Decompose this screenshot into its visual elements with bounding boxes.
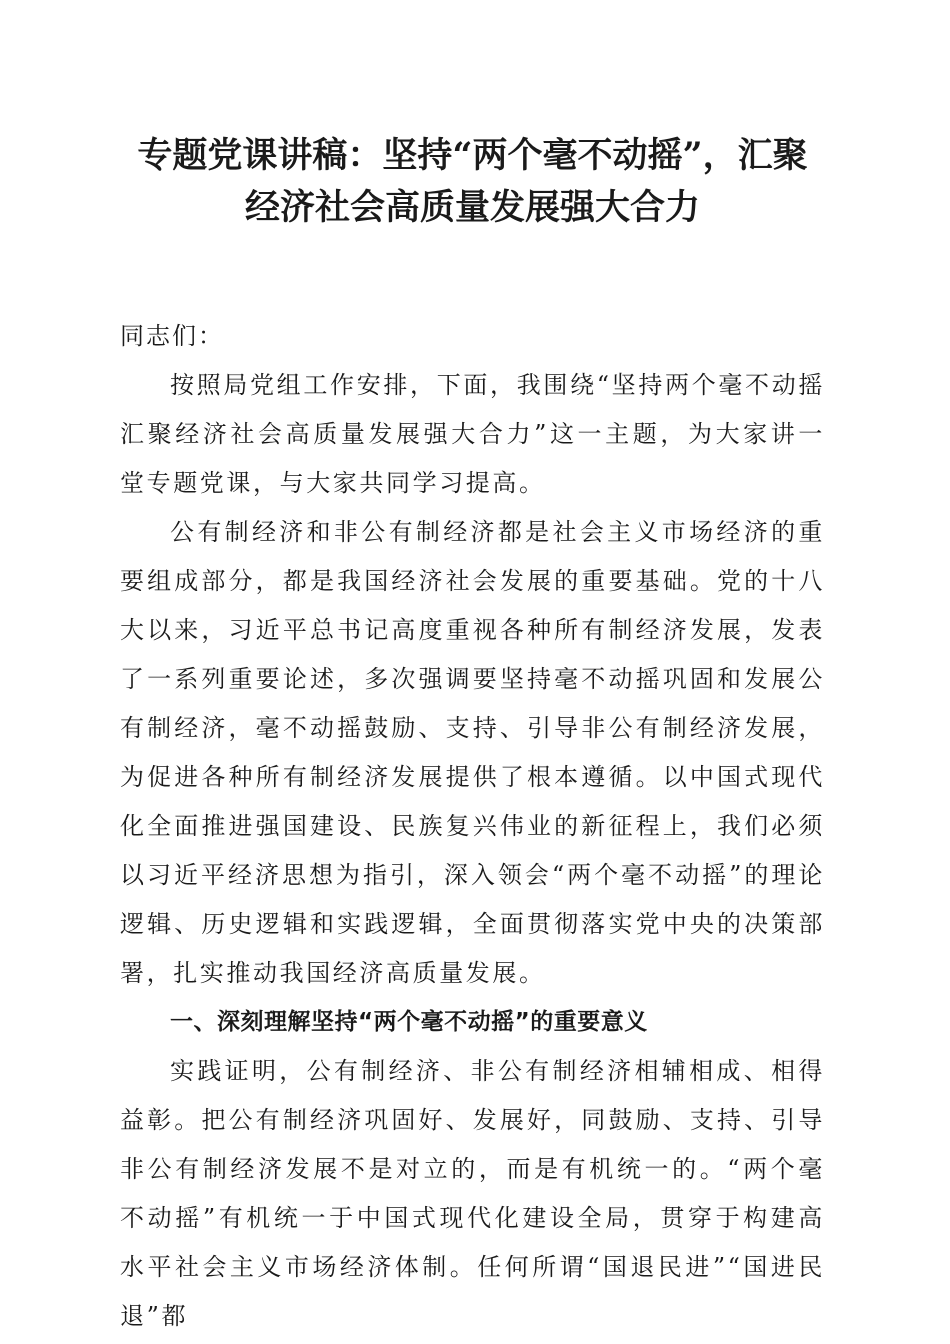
document-title (120, 130, 825, 234)
section-heading: 一、深刻理解坚持“两个毫不动摇”的重要意义 (170, 1009, 648, 1035)
salutation: 同志们： (120, 322, 224, 350)
intro-paragraph: 按照局党组工作安排，下面，我围绕“坚持两个毫不动摇汇聚经济社会高质量发展强大合力”这一主题，为大家讲一堂专题党课，与大家共同学习提高。 (120, 371, 825, 497)
section-paragraph: 实践证明，公有制经济、非公有制经济相辅相成、相得益彰。把公有制经济巩固好、发展好，同鼓励、支持、引导非公有制经济发展不是对立的，而是有机统一的。“两个毫不动摇”有机统一于中国式现代化建设全局，贯穿于构建高水平社会主义市场经济体制。任何所谓“国退民进”“国进民退”都 (120, 1057, 825, 1330)
title-line-2: 经济社会高质量发展强大合力 (244, 187, 700, 228)
title-line-1: 专题党课讲稿：坚持“两个毫不动摇”，汇聚 (137, 135, 808, 176)
document-page (120, 130, 825, 1341)
background-paragraph: 公有制经济和非公有制经济都是社会主义市场经济的重要组成部分，都是我国经济社会发展的重要基础。党的十八大以来，习近平总书记高度重视各种所有制经济发展，发表了一系列重要论述，多次强调要坚持毫不动摇巩固和发展公有制经济，毫不动摇鼓励、支持、引导非公有制经济发展，为促进各种所有制经济发展提供了根本遵循。以中国式现代化全面推进强国建设、民族复兴伟业的新征程上，我们必须以习近平经济思想为指引，深入领会“两个毫不动摇”的理论逻辑、历史逻辑和实践逻辑，全面贯彻落实党中央的决策部署，扎实推动我国经济高质量发展。 (120, 518, 825, 987)
